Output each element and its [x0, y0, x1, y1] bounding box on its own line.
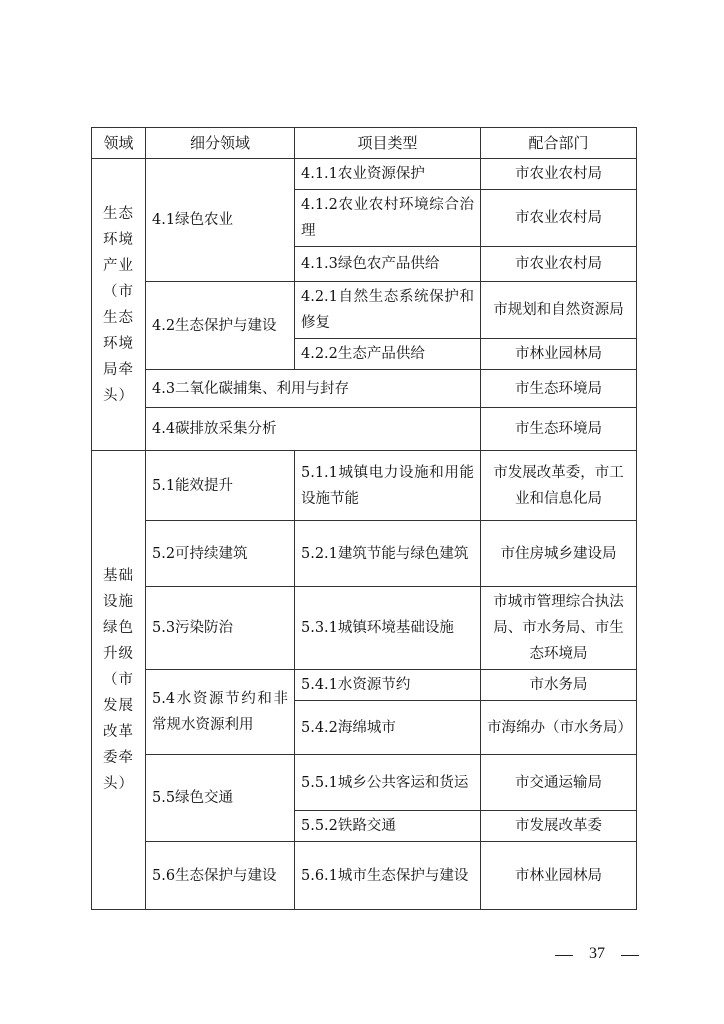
table-row	[92, 521, 637, 587]
table-row	[92, 451, 637, 521]
department-cell: 市水务局	[481, 670, 637, 701]
subdomain-cell: 5.1能效提升	[146, 451, 295, 521]
department-cell: 市发展改革委	[481, 811, 637, 842]
project-cell: 5.6.1城市生态保护与建设	[295, 842, 481, 910]
table-header-row	[92, 128, 637, 159]
project-cell: 4.2.2生态产品供给	[295, 339, 481, 370]
department-cell: 市生态环境局	[481, 370, 637, 408]
department-cell: 市住房城乡建设局	[481, 521, 637, 587]
department-cell: 市生态环境局	[481, 408, 637, 451]
department-cell: 市农业农村局	[481, 247, 637, 282]
table-row	[92, 408, 637, 451]
subdomain-cell: 4.3二氧化碳捕集、利用与封存	[146, 370, 481, 408]
domain-cell: 基础设施绿色升级（市发展改革委牵头）	[92, 451, 146, 910]
table-row	[92, 842, 637, 910]
department-cell: 市发展改革委，市工业和信息化局	[481, 451, 637, 521]
project-cell: 5.1.1城镇电力设施和用能设施节能	[295, 451, 481, 521]
table-row	[92, 282, 637, 339]
department-cell: 市农业农村局	[481, 159, 637, 190]
subdomain-cell: 5.2可持续建筑	[146, 521, 295, 587]
department-cell: 市农业农村局	[481, 190, 637, 247]
project-cell: 5.3.1城镇环境基础设施	[295, 587, 481, 670]
project-cell: 4.1.1农业资源保护	[295, 159, 481, 190]
header-domain: 领域	[92, 128, 146, 159]
domain-cell: 生态环境产业（市生态环境局牵头）	[92, 159, 146, 451]
project-cell: 5.2.1建筑节能与绿色建筑	[295, 521, 481, 587]
project-cell: 4.1.2农业农村环境综合治理	[295, 190, 481, 247]
policy-table	[91, 127, 637, 910]
subdomain-cell: 5.3污染防治	[146, 587, 295, 670]
subdomain-cell: 4.4碳排放采集分析	[146, 408, 481, 451]
subdomain-cell: 5.5绿色交通	[146, 755, 295, 842]
header-department: 配合部门	[481, 128, 637, 159]
project-cell: 5.4.1水资源节约	[295, 670, 481, 701]
project-cell: 5.4.2海绵城市	[295, 701, 481, 755]
header-subdomain: 细分领域	[146, 128, 295, 159]
project-cell: 4.2.1自然生态系统保护和修复	[295, 282, 481, 339]
table-row	[92, 587, 637, 670]
table-row	[92, 159, 637, 190]
department-cell: 市海绵办（市水务局）	[481, 701, 637, 755]
page-number	[555, 945, 639, 967]
department-cell: 市规划和自然资源局	[481, 282, 637, 339]
project-cell: 4.1.3绿色农产品供给	[295, 247, 481, 282]
subdomain-cell: 5.4水资源节约和非常规水资源利用	[146, 670, 295, 755]
subdomain-cell: 4.1绿色农业	[146, 159, 295, 282]
department-cell: 市林业园林局	[481, 339, 637, 370]
department-cell: 市城市管理综合执法局、市水务局、市生态环境局	[481, 587, 637, 670]
subdomain-cell: 4.2生态保护与建设	[146, 282, 295, 370]
subdomain-cell: 5.6生态保护与建设	[146, 842, 295, 910]
project-cell: 5.5.1城乡公共客运和货运	[295, 755, 481, 811]
table-row	[92, 755, 637, 811]
department-cell: 市林业园林局	[481, 842, 637, 910]
table-row	[92, 370, 637, 408]
page-number-dash-right	[621, 955, 639, 956]
project-cell: 5.5.2铁路交通	[295, 811, 481, 842]
header-project-type: 项目类型	[295, 128, 481, 159]
table-row	[92, 670, 637, 701]
page-number-text: 37	[589, 945, 605, 962]
department-cell: 市交通运输局	[481, 755, 637, 811]
